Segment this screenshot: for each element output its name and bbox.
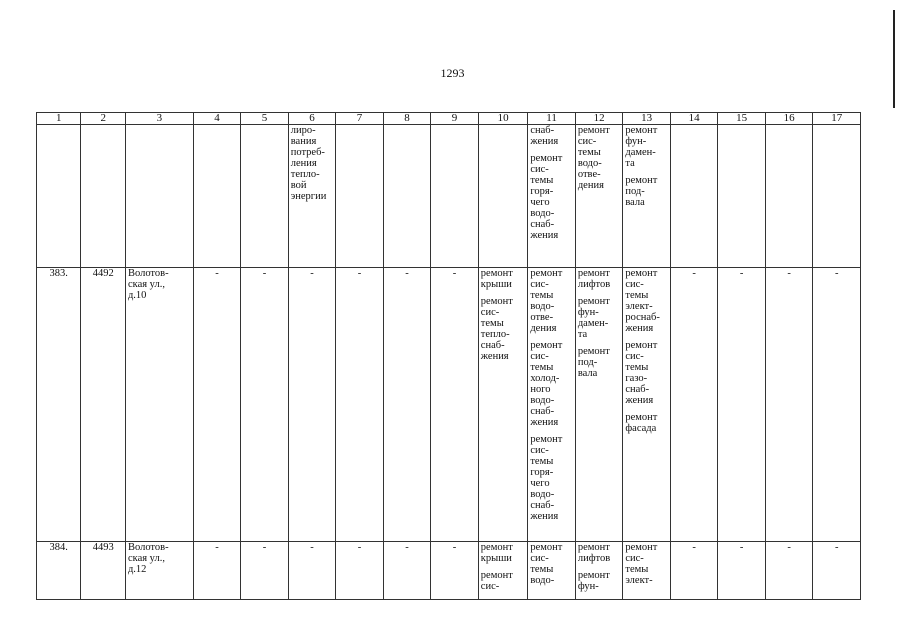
column-number: 1 (37, 113, 81, 125)
row-code: 4493 (81, 542, 125, 600)
dash-cell: - (718, 268, 766, 542)
dash-cell: - (670, 268, 718, 542)
row-col12 (575, 542, 623, 600)
work-item: ремонт сис- темы тепло- снаб- жения (480, 296, 513, 362)
work-item: ремонт под- вала (625, 175, 658, 208)
work-item: ремонт фун- дамен- та (577, 296, 610, 340)
work-item: ремонт сис- темы водо- (530, 542, 563, 586)
dash-cell: - (193, 268, 241, 542)
dash-cell: - (765, 542, 813, 600)
work-item: ремонт фун- (577, 570, 610, 592)
work-item: ремонт сис- (480, 570, 513, 592)
dash-cell: - (670, 542, 718, 600)
cont-col13 (623, 125, 671, 268)
column-number: 17 (813, 113, 861, 125)
table-row (37, 542, 861, 600)
column-number: 10 (478, 113, 528, 125)
work-item: ремонт крыши (480, 268, 513, 290)
row-address: Волотов- ская ул., д.10 (125, 268, 193, 542)
work-item: лиро- вания потреб- ления тепло- вой энергии (290, 125, 327, 202)
dash-cell: - (765, 268, 813, 542)
work-item: ремонт лифтов (577, 542, 611, 564)
column-number-row (37, 113, 861, 125)
cont-col6 (288, 125, 336, 268)
work-item: ремонт сис- темы элект- (625, 542, 658, 586)
row-number: 384. (37, 542, 81, 600)
dash-cell: - (718, 542, 766, 600)
dash-cell: - (431, 268, 479, 542)
column-number: 8 (383, 113, 431, 125)
row-col11 (528, 268, 576, 542)
column-number: 5 (241, 113, 289, 125)
cell (81, 125, 125, 268)
cont-col11 (528, 125, 576, 268)
work-item: ремонт фасада (625, 412, 658, 434)
work-item: ремонт под- вала (577, 346, 610, 379)
dash-cell: - (336, 542, 384, 600)
row-col13 (623, 268, 671, 542)
work-item: ремонт сис- темы водо- отве- дения (530, 268, 563, 334)
work-item: ремонт сис- темы газо- снаб- жения (625, 340, 658, 406)
work-item: ремонт фун- дамен- та (625, 125, 658, 169)
dash-cell: - (336, 268, 384, 542)
work-item: ремонт крыши (480, 542, 513, 564)
dash-cell: - (383, 542, 431, 600)
column-number: 7 (336, 113, 384, 125)
cell (431, 125, 479, 268)
cell (765, 125, 813, 268)
column-number: 13 (623, 113, 671, 125)
continuation-row (37, 125, 861, 268)
row-col13 (623, 542, 671, 600)
dash-cell: - (288, 268, 336, 542)
dash-cell: - (813, 542, 861, 600)
dash-cell: - (383, 268, 431, 542)
column-number: 2 (81, 113, 125, 125)
cont-col12 (575, 125, 623, 268)
cell (383, 125, 431, 268)
dash-cell: - (193, 542, 241, 600)
row-code: 4492 (81, 268, 125, 542)
page-number: 1293 (440, 66, 465, 80)
cell (241, 125, 289, 268)
cell (813, 125, 861, 268)
row-col10 (478, 268, 528, 542)
work-item: ремонт сис- темы элект- роснаб- жения (625, 268, 660, 334)
cell (37, 125, 81, 268)
work-item: ремонт сис- темы водо- отве- дения (577, 125, 610, 191)
column-number: 11 (528, 113, 576, 125)
work-item: ремонт сис- темы горя- чего водо- снаб- жения (530, 434, 563, 522)
dash-cell: - (241, 268, 289, 542)
column-number: 6 (288, 113, 336, 125)
row-col12 (575, 268, 623, 542)
cell (478, 125, 528, 268)
cell (193, 125, 241, 268)
scan-edge-mark (893, 10, 895, 108)
cell (336, 125, 384, 268)
column-number: 15 (718, 113, 766, 125)
work-item: ремонт лифтов (577, 268, 611, 290)
register-table (36, 112, 861, 600)
column-number: 9 (431, 113, 479, 125)
row-col10 (478, 542, 528, 600)
column-number: 4 (193, 113, 241, 125)
work-item: ремонт сис- темы холод- ного водо- снаб- жения (530, 340, 563, 428)
dash-cell: - (288, 542, 336, 600)
row-number: 383. (37, 268, 81, 542)
work-item: снаб- жения (530, 125, 559, 147)
row-address: Волотов- ская ул., д.12 (125, 542, 193, 600)
dash-cell: - (813, 268, 861, 542)
row-col11 (528, 542, 576, 600)
column-number: 12 (575, 113, 623, 125)
column-number: 14 (670, 113, 718, 125)
table-row (37, 268, 861, 542)
cell (125, 125, 193, 268)
dash-cell: - (241, 542, 289, 600)
column-number: 16 (765, 113, 813, 125)
column-number: 3 (125, 113, 193, 125)
cell (718, 125, 766, 268)
cell (670, 125, 718, 268)
work-item: ремонт сис- темы горя- чего водо- снаб- жения (530, 153, 563, 241)
dash-cell: - (431, 542, 479, 600)
